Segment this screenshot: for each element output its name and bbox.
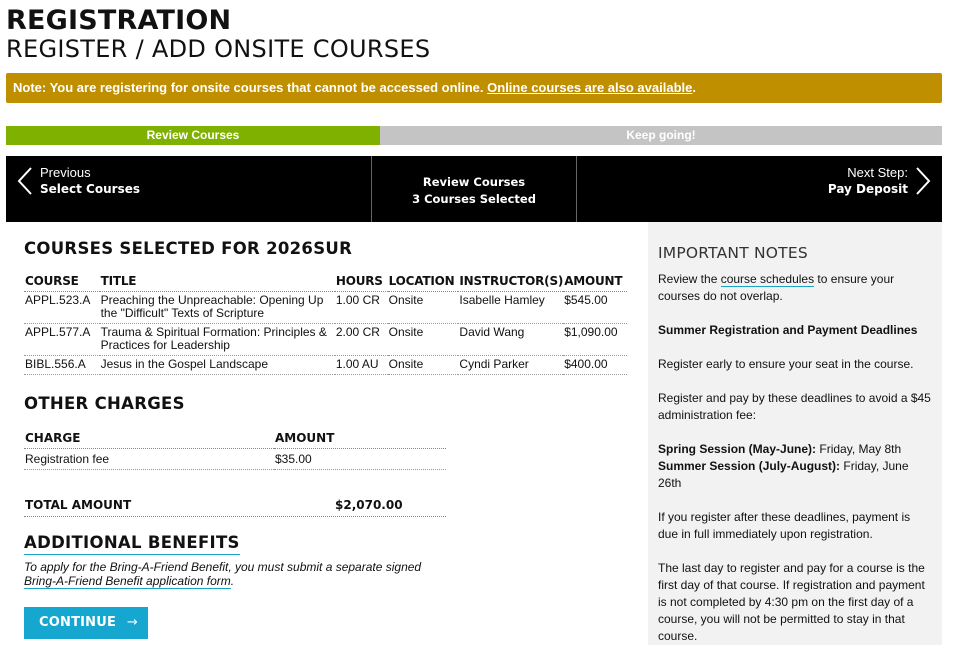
course-location: Onsite bbox=[388, 292, 459, 324]
course-location: Onsite bbox=[388, 356, 459, 375]
note-text: Note: You are registering for onsite courses that cannot be accessed online. bbox=[13, 80, 488, 95]
course-title: Preaching the Unpreachable: Opening Up the "Difficult" Texts of Scripture bbox=[100, 292, 335, 324]
progress-remaining-segment: Keep going! bbox=[626, 128, 696, 142]
late-registration-note: If you register after these deadlines, payment is due in full immediately upon registration. bbox=[658, 510, 911, 541]
courses-selected-heading: COURSES SELECTED FOR 2026SUR bbox=[24, 239, 353, 258]
course-code: APPL.577.A bbox=[24, 324, 100, 356]
spring-session-date: Friday, May 8th bbox=[816, 442, 902, 456]
col-title: TITLE bbox=[100, 274, 335, 292]
current-step-name: Review Courses bbox=[422, 175, 526, 189]
col-amount: AMOUNT bbox=[563, 274, 627, 292]
course-amount: $545.00 bbox=[563, 292, 627, 324]
course-location: Onsite bbox=[388, 324, 459, 356]
col-instructors: INSTRUCTOR(S) bbox=[458, 274, 563, 292]
course-title: Jesus in the Gospel Landscape bbox=[100, 356, 335, 375]
admin-fee-note: Register and pay by these deadlines to avoid a $45 administration fee: bbox=[658, 391, 931, 422]
next-step-name: Pay Deposit bbox=[827, 182, 908, 196]
chevron-left-icon bbox=[16, 166, 34, 201]
benefit-form-link[interactable]: Bring-A-Friend Benefit application form bbox=[24, 573, 231, 588]
course-instructor: Cyndi Parker bbox=[458, 356, 563, 375]
register-early-note: Register early to ensure your seat in the course. bbox=[658, 357, 914, 371]
current-step-count: 3 Courses Selected bbox=[412, 192, 536, 206]
table-row bbox=[24, 356, 627, 375]
previous-label: Previous bbox=[40, 165, 91, 180]
benefits-description: To apply for the Bring-A-Friend Benefit, you must submit a separate signed bbox=[24, 560, 422, 574]
course-instructor: Isabelle Hamley bbox=[458, 292, 563, 324]
onsite-note-banner bbox=[6, 73, 942, 103]
page-subtitle: REGISTER / ADD ONSITE COURSES bbox=[6, 35, 431, 63]
course-amount: $400.00 bbox=[563, 356, 627, 375]
previous-step-button[interactable] bbox=[6, 156, 371, 222]
deadlines-heading-text: Summer Registration and Payment Deadlines bbox=[658, 323, 918, 337]
online-courses-link[interactable]: Online courses are also available bbox=[487, 80, 693, 95]
other-charges-heading: OTHER CHARGES bbox=[24, 394, 185, 413]
step-navigation-bar bbox=[6, 156, 942, 222]
total-amount-value: $2,070.00 bbox=[335, 498, 403, 512]
benefits-suffix: . bbox=[230, 573, 235, 588]
col-location: LOCATION bbox=[388, 274, 459, 292]
progress-completed-segment: Review Courses bbox=[6, 126, 380, 145]
total-amount-label: TOTAL AMOUNT bbox=[25, 498, 132, 512]
spring-session-label: Spring Session (May-June): bbox=[658, 442, 817, 456]
course-hours: 1.00 CR bbox=[335, 292, 388, 324]
benefits-text bbox=[24, 561, 444, 588]
current-step bbox=[371, 156, 577, 222]
charge-name: Registration fee bbox=[24, 449, 274, 470]
course-code: APPL.523.A bbox=[24, 292, 100, 324]
next-step-button[interactable] bbox=[577, 156, 942, 222]
main-content bbox=[6, 222, 648, 645]
important-notes-sidebar bbox=[648, 222, 942, 645]
course-code: BIBL.556.A bbox=[24, 356, 100, 375]
schedule-note-post: to ensure your courses do not overlap. bbox=[658, 272, 895, 303]
courses-table bbox=[24, 274, 627, 375]
table-row bbox=[24, 324, 627, 356]
course-title: Trauma & Spiritual Formation: Principles & Practices for Leadership bbox=[100, 324, 335, 356]
important-notes-heading: IMPORTANT NOTES bbox=[658, 244, 808, 262]
course-instructor: David Wang bbox=[458, 324, 563, 356]
last-day-note: The last day to register and pay for a course is the first day of that course. If registration and payment is not completed by 4:30 pm on the first day of a course, you will not be permitted to stay in that course. bbox=[658, 561, 925, 643]
summer-session-date: Friday, June 26th bbox=[658, 459, 909, 490]
col-hours: HOURS bbox=[335, 274, 388, 292]
col-charge: CHARGE bbox=[24, 431, 274, 449]
continue-label: CONTINUE bbox=[39, 615, 117, 630]
previous-step-name: Select Courses bbox=[40, 182, 140, 196]
other-charges-table bbox=[24, 431, 446, 470]
summer-deadline bbox=[658, 458, 932, 492]
arrow-right-icon: → bbox=[126, 615, 138, 630]
additional-benefits-heading: ADDITIONAL BENEFITS bbox=[24, 533, 240, 555]
col-course: COURSE bbox=[24, 274, 100, 292]
charge-amount: $35.00 bbox=[274, 449, 446, 470]
note-suffix: . bbox=[692, 80, 696, 95]
table-row bbox=[24, 449, 446, 470]
deadlines-heading bbox=[658, 322, 932, 339]
table-row bbox=[24, 292, 627, 324]
page-title: REGISTRATION bbox=[6, 5, 232, 36]
course-amount: $1,090.00 bbox=[563, 324, 627, 356]
courses-header-row bbox=[24, 274, 627, 292]
total-amount-row bbox=[24, 496, 446, 517]
spring-deadline bbox=[658, 441, 932, 458]
course-schedules-link[interactable]: course schedules bbox=[720, 272, 815, 286]
course-hours: 2.00 CR bbox=[335, 324, 388, 356]
continue-button[interactable] bbox=[24, 607, 148, 639]
schedule-note-pre: Review the bbox=[658, 272, 721, 286]
registration-progress-bar bbox=[6, 126, 942, 145]
course-hours: 1.00 AU bbox=[335, 356, 388, 375]
charges-header-row bbox=[24, 431, 446, 449]
summer-session-label: Summer Session (July-August): bbox=[658, 459, 841, 473]
schedule-note bbox=[658, 271, 932, 305]
col-charge-amount: AMOUNT bbox=[274, 431, 446, 449]
chevron-right-icon bbox=[914, 166, 932, 201]
next-step-label: Next Step: bbox=[847, 165, 908, 180]
